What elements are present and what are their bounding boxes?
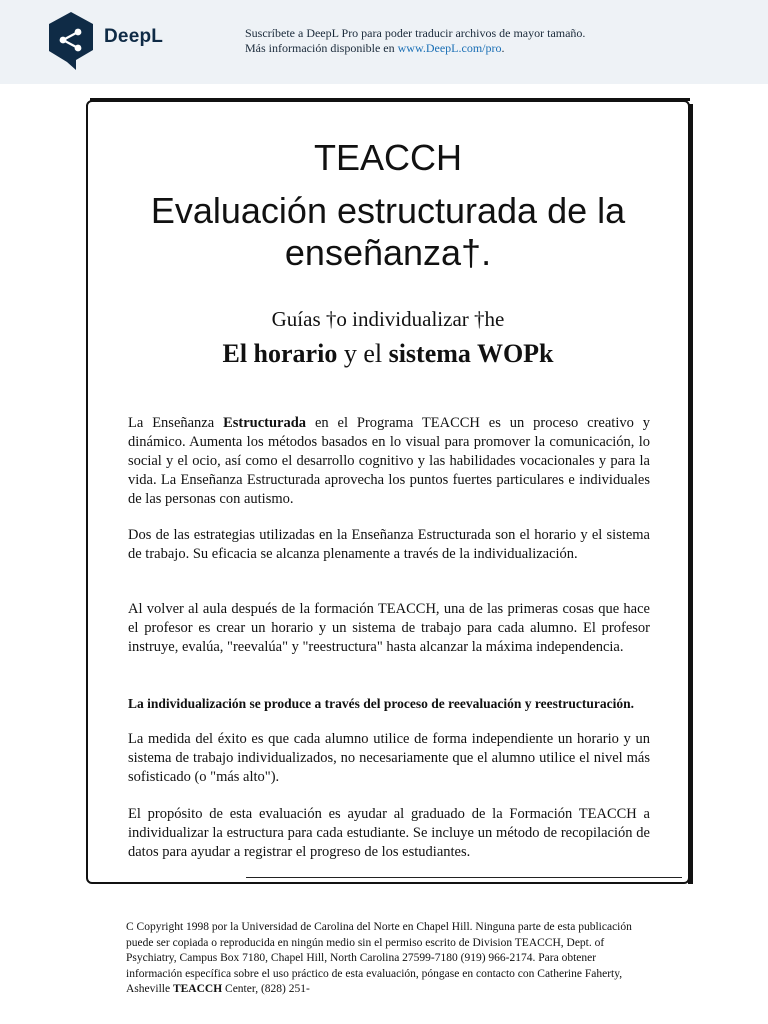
title-line-3: enseñanza†. [284,232,492,273]
horario-bold: El horario [222,339,338,368]
title-line-1: TEACCH [313,137,462,178]
p1-bold: Estructurada [223,415,307,431]
copyright-bold: TEACCH [172,983,223,996]
copyright-end: Center, (828) 251- [222,983,310,996]
deepl-banner [0,0,768,84]
guides-subtitle: Guías †o individualizar †he [271,307,505,331]
promo-prefix: Más información disponible en [245,41,398,55]
deepl-wordmark[interactable]: DeepL [104,26,164,47]
sistema-bold: sistema WOPk [388,339,554,368]
p1-rest: en el Programa TEACCH es un proceso creativo y dinámico. Aumenta los métodos basados en lo visual para promover la comunicación, lo social y el ocio, así como el desarrollo cognitivo y las habilidades vocacionales y para la vida. La Enseñanza Estructurada aprovecha los puntos fuertes particulares e individuales de las personas con autismo. [128,415,650,507]
promo-suffix: . [501,41,505,55]
horario-mid: y el [337,339,389,368]
copyright-notice [126,920,646,998]
paragraph-6: El propósito de esta evaluación es ayudar al graduado de la Formación TEACCH a individualizar la estructura para cada estudiante. Se incluye un método de recopilación de datos para ayudar a registrar el progreso de los estudiantes. [128,806,650,860]
paragraph-2: Dos de las estrategias utilizadas en la Enseñanza Estructurada son el horario y el sistema de trabajo. Su eficacia se alcanza plenamente a través de la individualización. [128,527,650,562]
promo-line-2 [245,41,585,56]
pro-promo-text [245,26,585,56]
signature-rule [246,877,682,878]
paragraph-5: La medida del éxito es que cada alumno utilice de forma independiente un horario y un sistema de trabajo individualizados, no necesariamente que el alumno utilice el nivel más sofisticado (o "más alto"). [128,731,650,785]
copyright-start: C Copyright 1998 por la Universidad de Carolina del Norte en Chapel Hill. Ninguna parte de esta publicación puede ser copiada o reproducida en ningún medio sin el permiso escrito de Division TEACCH, Dept. of Psychiatry, Campus Box 7180, Chapel Hill, North Carolina 27599-7180 (919) 966-2174. Para obtener información específica sobre el uso práctico de esta evaluación, póngase en contacto con Catherine Faherty, Asheville [126,921,632,996]
paragraph-4-bold: La individualización se produce a través del proceso de reevaluación y reestructuración. [128,696,634,711]
frame-right-edge [688,104,693,884]
deepl-pro-link[interactable]: www.DeepL.com/pro [397,41,502,55]
title-line-2: Evaluación estructurada de la [150,190,626,231]
paragraph-1 [128,414,650,509]
horario-subtitle [100,339,676,369]
deepl-logo-icon[interactable] [46,10,96,72]
promo-line-1: Suscríbete a DeepL Pro para poder traducir archivos de mayor tamaño. [245,26,586,40]
paragraph-3: Al volver al aula después de la formación TEACCH, una de las primeras cosas que hace el profesor es crear un horario y un sistema de trabajo para cada alumno. El profesor instruye, evalúa, "reevalúa" y "reestructura" hasta alcanzar la máxima independencia. [128,601,650,655]
p1-start: La Enseñanza [128,415,224,431]
